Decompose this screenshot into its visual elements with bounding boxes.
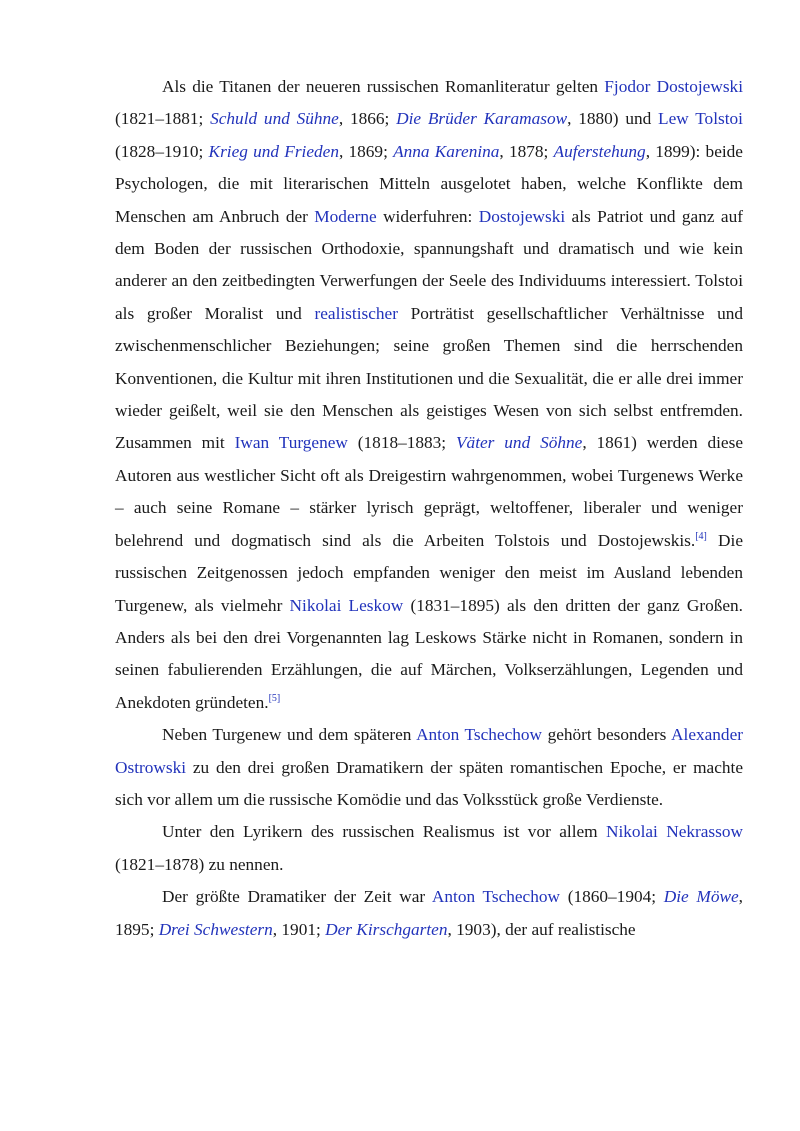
- link-iwan-turgenew[interactable]: Iwan Turgenew: [234, 433, 348, 453]
- paragraph: [115, 719, 743, 816]
- link-dostojewski[interactable]: Dostojewski: [478, 206, 566, 226]
- text-run: , 1899): beide Psychologen, die mit literarischen Mitteln ausgelotet haben, welche Konflikte dem Menschen am Anbruch der: [115, 141, 743, 226]
- text-run: als Patriot und ganz auf dem Boden der russischen Orthodoxie, spannungshaft und dramatisch und wie kein anderer an den zeitbedingten Verwerfungen der Seele des Individuums interessiert. Tolstoi als großer Moralist und: [115, 206, 743, 323]
- link-vaeter-und-soehne[interactable]: Väter und Söhne: [456, 433, 583, 453]
- text-run: , 1869;: [338, 141, 394, 161]
- text-run: gehört besonders: [542, 725, 672, 745]
- text-run: (1821–1881;: [115, 109, 211, 129]
- link-krieg-und-frieden[interactable]: Krieg und Frieden: [208, 141, 339, 161]
- link-lew-tolstoi[interactable]: Lew Tolstoi: [658, 109, 743, 129]
- document-page: [115, 71, 743, 946]
- text-run: , 1861) werden diese Autoren aus westlicher Sicht oft als Dreigestirn wahrgenommen, wobei Turgenews Werke – auch seine Romane – stärker lyrisch geprägt, weltoffener, liberaler und weniger belehrend und dogmatisch sind als die Arbeiten Tolstois und Dostojewskis.: [115, 433, 743, 550]
- link-nikolai-leskow[interactable]: Nikolai Leskow: [289, 595, 404, 615]
- link-anton-tschechow-2[interactable]: Anton Tschechow: [431, 887, 560, 907]
- text-run: , 1901;: [272, 919, 326, 939]
- paragraph: [115, 816, 743, 881]
- text-run: zu den drei großen Dramatikern der späten romantischen Epoche, er machte sich vor allem um die russische Komödie und das Volksstück große Verdienste.: [115, 757, 743, 809]
- link-auferstehung[interactable]: Auferstehung: [553, 141, 646, 161]
- text-run: , 1866;: [338, 109, 397, 129]
- link-alexander-ostrowski[interactable]: Alexander Ostrowski: [115, 725, 743, 777]
- link-moderne[interactable]: Moderne: [314, 206, 377, 226]
- text-run: (1821–1878) zu nennen.: [115, 854, 284, 874]
- link-die-moewe[interactable]: Die Möwe: [663, 887, 739, 907]
- text-run: widerfuhren:: [376, 206, 479, 226]
- text-run: Als die Titanen der neueren russischen Romanliteratur gelten: [162, 77, 605, 96]
- text-run: Die russischen Zeitgenossen jedoch empfanden weniger den meist im Ausland lebenden Turgenew, als vielmehr: [115, 530, 743, 615]
- text-run: (1860–1904;: [560, 887, 664, 907]
- link-fjodor-dostojewski[interactable]: Fjodor Dostojewski: [604, 77, 743, 96]
- link-nikolai-nekrassow[interactable]: Nikolai Nekrassow: [606, 822, 744, 842]
- footnote-ref-4[interactable]: [4]: [695, 530, 707, 542]
- link-realistischer[interactable]: realistischer: [314, 303, 398, 323]
- paragraph: [115, 71, 743, 719]
- text-run: (1818–1883;: [347, 433, 456, 453]
- paragraph: [115, 881, 743, 946]
- text-run: Der größte Dramatiker der Zeit war: [162, 887, 432, 907]
- text-run: , 1878;: [499, 141, 554, 161]
- link-schuld-und-suehne[interactable]: Schuld und Sühne: [210, 109, 339, 129]
- text-run: Unter den Lyrikern des russischen Realismus ist vor allem: [162, 822, 606, 842]
- link-der-kirschgarten[interactable]: Der Kirschgarten: [325, 919, 448, 939]
- text-run: Neben Turgenew und dem späteren: [162, 725, 417, 745]
- text-run: , 1903), der auf realistische: [447, 919, 636, 939]
- text-run: Porträtist gesellschaftlicher Verhältnisse und zwischenmenschlicher Beziehungen; seine großen Themen sind die herrschenden Konventionen, die Kultur mit ihren Institutionen und die Sexualität, die er alle drei immer wieder geißelt, weil sie den Menschen als geistiges Wesen von sich selbst entfremden. Zusammen mit: [115, 303, 743, 453]
- link-die-brueder-karamasow[interactable]: Die Brüder Karamasow: [396, 109, 568, 129]
- footnote-ref-5[interactable]: [5]: [268, 692, 281, 704]
- text-run: , 1880) und: [567, 109, 659, 129]
- text-run: (1831–1895) als den dritten der ganz Großen. Anders als bei den drei Vorgenannten lag Leskows Stärke nicht in Romanen, sondern in seinen fabulierenden Erzählungen, die auf Märchen, Volkserzählungen, Legenden und Anekdoten gründeten.: [115, 595, 743, 712]
- text-run: , 1895;: [115, 887, 743, 939]
- text-run: (1828–1910;: [115, 141, 209, 161]
- link-drei-schwestern[interactable]: Drei Schwestern: [158, 919, 273, 939]
- link-anton-tschechow[interactable]: Anton Tschechow: [416, 725, 543, 745]
- link-anna-karenina[interactable]: Anna Karenina: [393, 141, 500, 161]
